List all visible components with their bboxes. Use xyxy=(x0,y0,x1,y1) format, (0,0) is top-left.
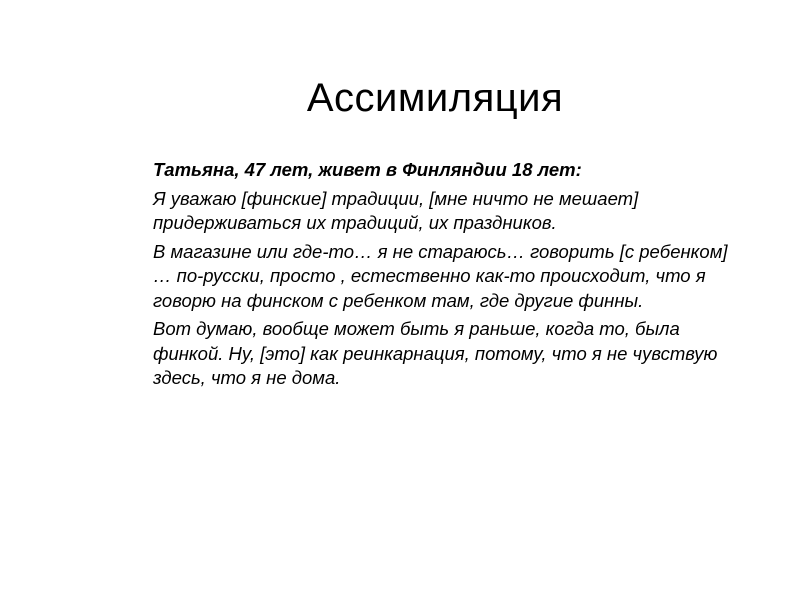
quote-paragraph-1: Я уважаю [финские] традиции, [мне ничто не мешает] придерживаться их традиций, их праздников. xyxy=(153,187,639,233)
slide-title: Ассимиляция xyxy=(306,76,564,120)
quote-paragraph-2: В магазине или где-то… я не стараюсь… говорить [с ребенком] … по-русски, просто , естественно как-то происходит, что я говорю на финском с ребенком там, где другие финны. xyxy=(153,240,728,311)
quote-heading: Татьяна, 47 лет, живет в Финляндии 18 лет: xyxy=(153,159,582,180)
slide-body xyxy=(153,158,743,391)
quote-paragraph-3: Вот думаю, вообще может быть я раньше, когда то, была финкой. Ну, [это] как реинкарнация, потому, что я не чувствую здесь, что я не дома. xyxy=(153,318,718,388)
